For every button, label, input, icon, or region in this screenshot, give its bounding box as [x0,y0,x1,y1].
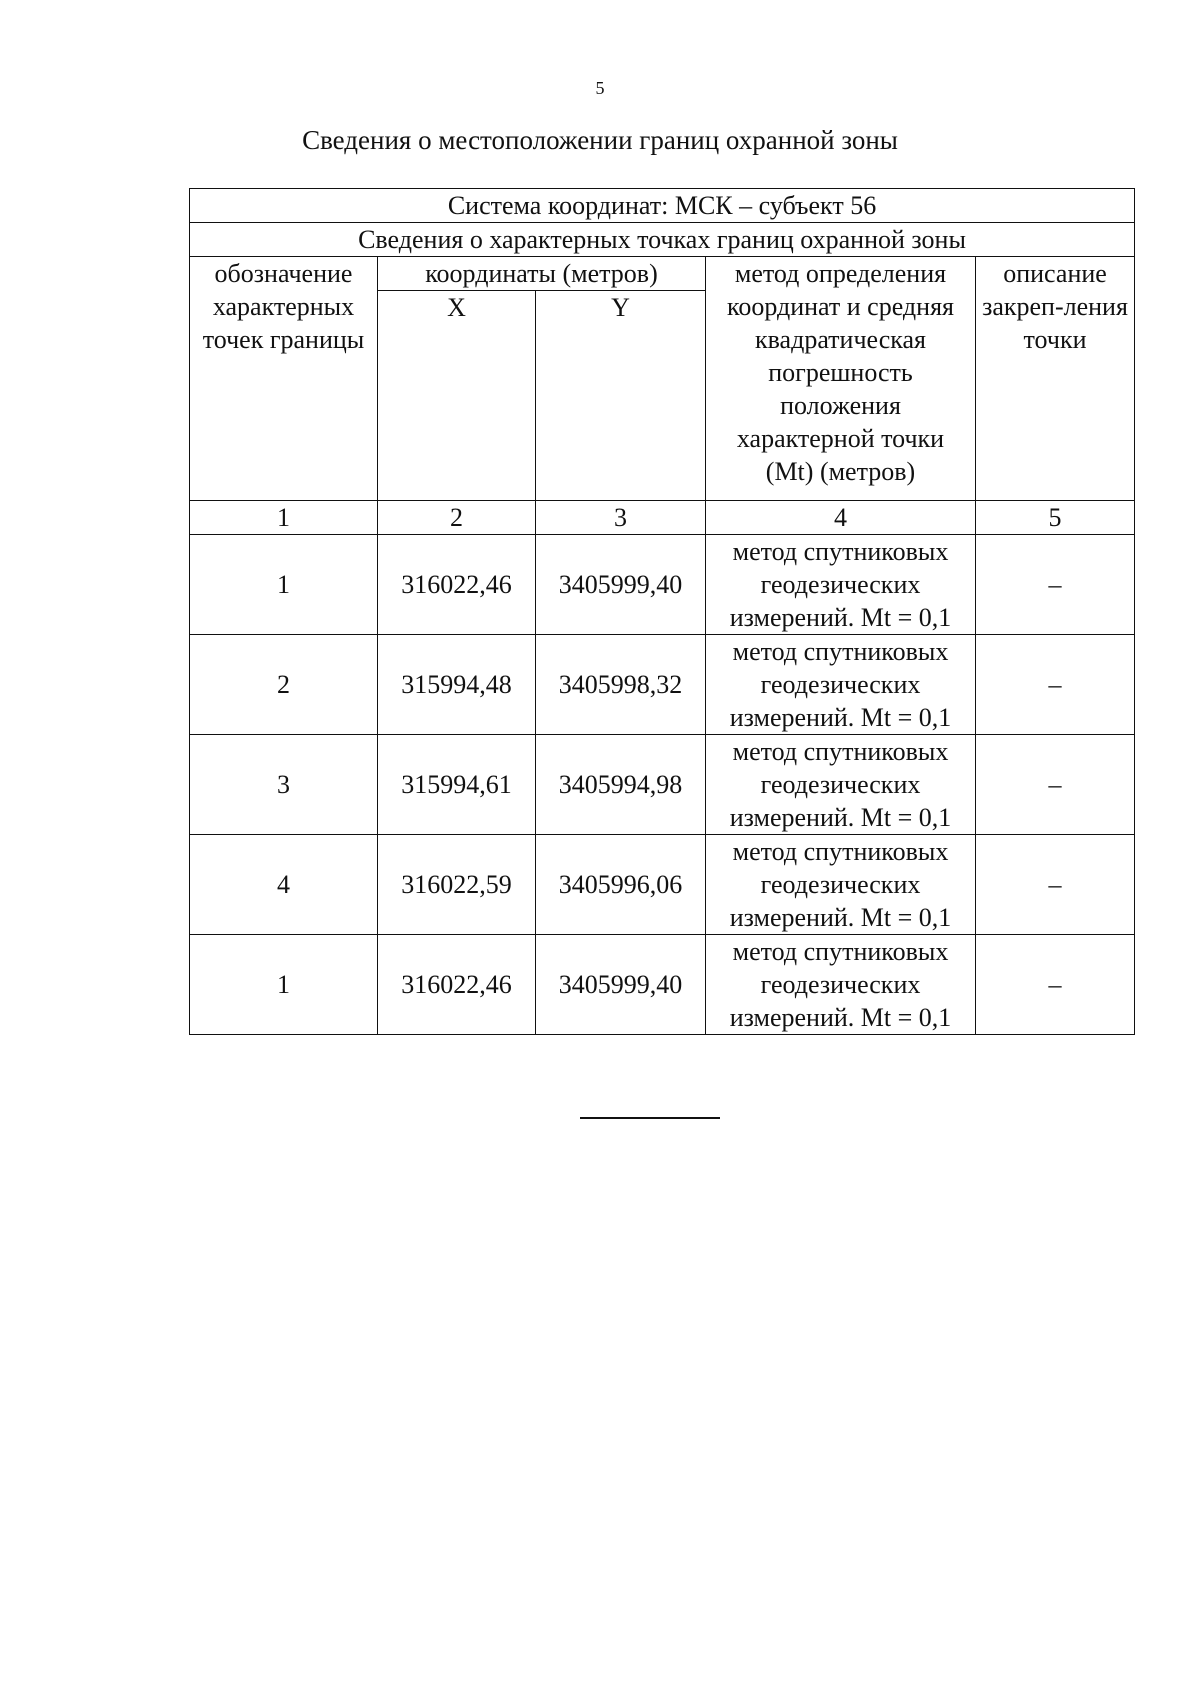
column-number: 1 [190,501,378,535]
method-cell: метод спутниковых геодезических измерений. Mt = 0,1 [706,835,976,935]
coordinate-x: 316022,59 [378,835,536,935]
coordinate-x: 315994,48 [378,635,536,735]
description-cell: – [976,635,1135,735]
description-cell: – [976,535,1135,635]
column-number: 3 [536,501,706,535]
coordinate-x: 316022,46 [378,535,536,635]
end-separator-line [580,1117,720,1119]
table-row [190,635,1135,735]
method-cell: метод спутниковых геодезических измерений. Mt = 0,1 [706,735,976,835]
description-cell: – [976,935,1135,1035]
document-title: Сведения о местоположении границ охранной зоны [302,125,898,155]
header-y: Y [536,291,706,501]
table-row [190,735,1135,835]
coordinate-y: 3405996,06 [536,835,706,935]
coordinate-y: 3405999,40 [536,535,706,635]
point-designation: 1 [190,935,378,1035]
column-numbers-row [190,501,1135,535]
header-coordinates: координаты (метров) [378,257,706,291]
coordinate-y: 3405999,40 [536,935,706,1035]
table-row [190,835,1135,935]
point-designation: 3 [190,735,378,835]
table-subtitle-row [190,223,1135,257]
header-designation: обозначение характерных точек границы [190,257,378,501]
description-cell: – [976,735,1135,835]
method-cell: метод спутниковых геодезических измерений. Mt = 0,1 [706,535,976,635]
header-description: описание закреп-ления точки [976,257,1135,501]
description-cell: – [976,835,1135,935]
column-number: 5 [976,501,1135,535]
coordinate-x: 316022,46 [378,935,536,1035]
header-row-1 [190,257,1135,291]
coordinate-y: 3405994,98 [536,735,706,835]
coordinate-x: 315994,61 [378,735,536,835]
column-number: 4 [706,501,976,535]
page-number: 5 [595,78,605,98]
header-method: метод определения координат и средняя квадратическая погрешность положения характерной точки (Mt) (метров) [706,257,976,501]
column-number: 2 [378,501,536,535]
method-cell: метод спутниковых геодезических измерений. Mt = 0,1 [706,635,976,735]
boundary-points-table [189,188,1135,1035]
coordinate-system-row [190,189,1135,223]
table-row [190,535,1135,635]
point-designation: 1 [190,535,378,635]
point-designation: 4 [190,835,378,935]
coordinate-y: 3405998,32 [536,635,706,735]
point-designation: 2 [190,635,378,735]
header-x: X [378,291,536,501]
table-subtitle-cell: Сведения о характерных точках границ охранной зоны [190,223,1135,257]
coordinate-system-cell: Система координат: МСК – субъект 56 [190,189,1135,223]
table-row [190,935,1135,1035]
method-cell: метод спутниковых геодезических измерений. Mt = 0,1 [706,935,976,1035]
